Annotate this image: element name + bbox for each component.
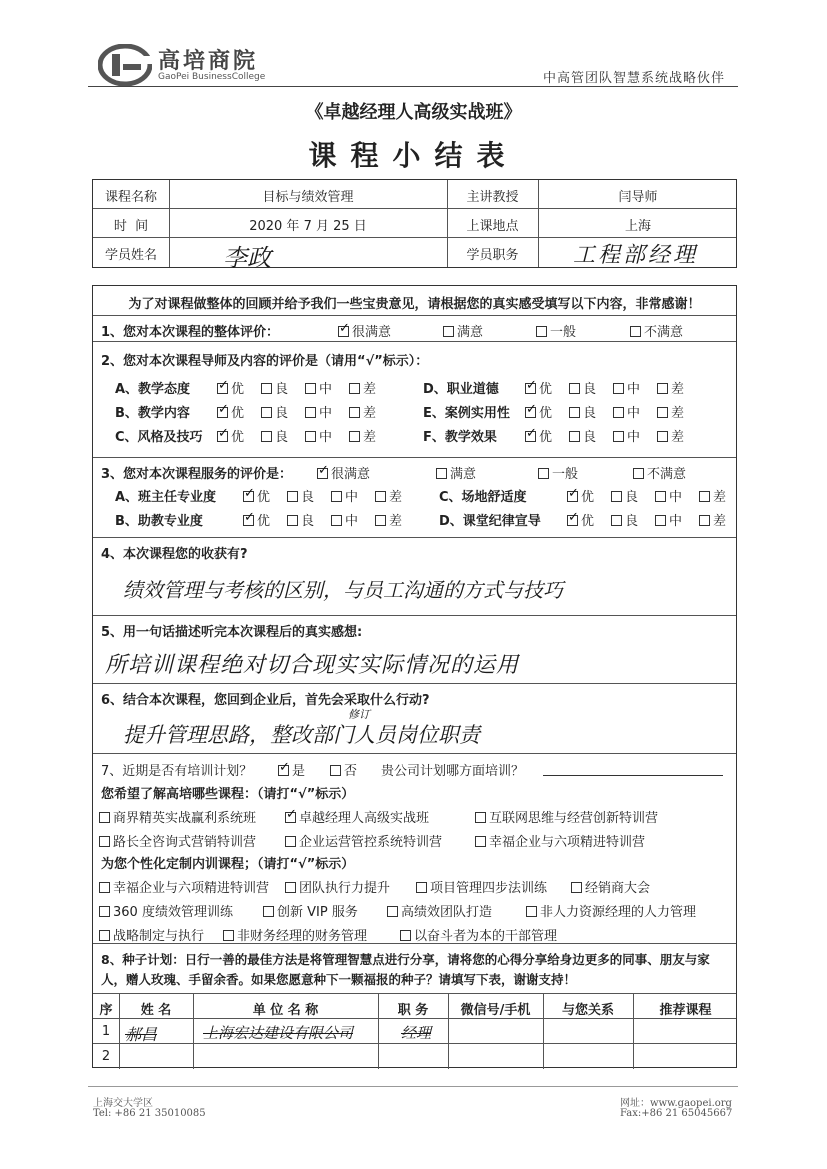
custom-course-option[interactable] bbox=[99, 877, 269, 896]
rating-option[interactable] bbox=[331, 486, 358, 505]
rating-option[interactable] bbox=[613, 426, 640, 445]
checked-checkbox-icon[interactable] bbox=[525, 431, 536, 442]
q7-follow-input[interactable] bbox=[543, 775, 723, 776]
checkbox-icon[interactable] bbox=[630, 326, 641, 337]
q7-label: 7、近期是否有培训计划？ bbox=[101, 764, 253, 779]
rating-item-label: D、职业道德 bbox=[423, 382, 499, 397]
checkbox-icon[interactable] bbox=[611, 515, 622, 526]
checked-checkbox-icon[interactable] bbox=[217, 431, 228, 442]
course-option[interactable] bbox=[285, 831, 442, 850]
checkbox-icon[interactable] bbox=[536, 326, 547, 337]
option-label: 优 bbox=[581, 490, 595, 505]
rating-option[interactable] bbox=[305, 378, 332, 397]
q6-label: 6、结合本次课程，您回到企业后，首先会采取什么行动? bbox=[101, 693, 430, 708]
q3-option-average[interactable] bbox=[538, 463, 578, 482]
rating-option[interactable] bbox=[611, 510, 638, 529]
option-label: 很满意 bbox=[352, 325, 392, 340]
q1-option-unsatisfied[interactable] bbox=[630, 321, 683, 340]
column-divider bbox=[119, 994, 120, 1069]
checkbox-icon[interactable] bbox=[538, 468, 549, 479]
checkbox-icon[interactable] bbox=[261, 407, 272, 418]
column-divider bbox=[633, 994, 634, 1069]
checkbox-icon[interactable] bbox=[699, 491, 710, 502]
rating-option[interactable] bbox=[375, 486, 402, 505]
checkbox-icon[interactable] bbox=[375, 515, 386, 526]
checkbox-icon[interactable] bbox=[305, 383, 316, 394]
rating-option[interactable] bbox=[525, 378, 552, 397]
option-label: 差 bbox=[671, 406, 685, 421]
logo-g-icon bbox=[98, 44, 152, 86]
option-label: 良 bbox=[301, 490, 315, 505]
referral-row-1-no: 1 bbox=[101, 1024, 111, 1039]
option-label: 项目管理四步法训练 bbox=[430, 881, 548, 896]
referral-row-1-name[interactable]: 郝昌 bbox=[125, 1025, 158, 1044]
checkbox-icon[interactable] bbox=[387, 906, 398, 917]
course-name-value: 目标与绩效管理 bbox=[262, 190, 354, 205]
course-series-title: 《卓越经理人高级实战班》 bbox=[305, 102, 522, 123]
option-label: 商界精英实战赢利系统班 bbox=[113, 811, 257, 826]
rating-option[interactable] bbox=[261, 378, 288, 397]
option-label: 优 bbox=[231, 430, 245, 445]
checkbox-icon[interactable] bbox=[261, 431, 272, 442]
option-label: 中 bbox=[669, 514, 683, 529]
referral-column-header: 职 务 bbox=[397, 1003, 429, 1018]
rating-option[interactable] bbox=[657, 426, 684, 445]
referral-column-header: 姓 名 bbox=[140, 1003, 172, 1018]
checkbox-icon[interactable] bbox=[287, 515, 298, 526]
option-label: 不满意 bbox=[644, 325, 684, 340]
rating-option[interactable] bbox=[349, 402, 376, 421]
rating-option[interactable] bbox=[613, 378, 640, 397]
location-label: 上课地点 bbox=[466, 219, 519, 234]
checkbox-icon[interactable] bbox=[261, 383, 272, 394]
option-label: 优 bbox=[539, 430, 553, 445]
option-label: 差 bbox=[363, 430, 377, 445]
checkbox-icon[interactable] bbox=[223, 930, 234, 941]
checkbox-icon[interactable] bbox=[611, 491, 622, 502]
checked-checkbox-icon[interactable] bbox=[567, 515, 578, 526]
rating-item-label: C、风格及技巧 bbox=[115, 430, 203, 445]
option-label: 幸福企业与六项精进特训营 bbox=[113, 881, 270, 896]
checked-checkbox-icon[interactable] bbox=[278, 765, 289, 776]
option-label: 优 bbox=[231, 406, 245, 421]
rating-option[interactable] bbox=[569, 378, 596, 397]
time-label: 时 间 bbox=[113, 219, 149, 234]
rating-option[interactable] bbox=[569, 426, 596, 445]
option-label: 中 bbox=[627, 406, 641, 421]
checkbox-icon[interactable] bbox=[699, 515, 710, 526]
option-label: 满意 bbox=[450, 467, 477, 482]
option-label: 良 bbox=[583, 430, 597, 445]
option-label: 差 bbox=[713, 490, 727, 505]
column-divider bbox=[543, 994, 544, 1069]
option-label: 差 bbox=[363, 406, 377, 421]
checked-checkbox-icon[interactable] bbox=[317, 468, 328, 479]
q5-label: 5、用一句话描述听完本次课程后的真实感想: bbox=[101, 625, 363, 640]
referral-row-2-no: 2 bbox=[101, 1049, 111, 1064]
checkbox-icon[interactable] bbox=[285, 882, 296, 893]
option-label: 一般 bbox=[552, 467, 579, 482]
option-label: 差 bbox=[671, 382, 685, 397]
option-label: 路长全咨询式营销特训营 bbox=[113, 835, 257, 850]
checkbox-icon[interactable] bbox=[475, 836, 486, 847]
option-label: 中 bbox=[319, 406, 333, 421]
checkbox-icon[interactable] bbox=[443, 326, 454, 337]
checkbox-icon[interactable] bbox=[569, 431, 580, 442]
rating-option[interactable] bbox=[287, 510, 314, 529]
rating-option[interactable] bbox=[525, 426, 552, 445]
checkbox-icon[interactable] bbox=[99, 930, 110, 941]
column-divider bbox=[378, 994, 379, 1069]
course-option[interactable] bbox=[475, 831, 645, 850]
option-label: 优 bbox=[231, 382, 245, 397]
referral-column-header: 与您关系 bbox=[561, 1003, 614, 1018]
referral-column-header: 序 bbox=[99, 1003, 113, 1018]
option-label: 幸福企业与六项精进特训营 bbox=[489, 835, 646, 850]
custom-course-option[interactable] bbox=[571, 877, 650, 896]
q7-courses-heading: 您希望了解高培哪些课程：（请打“√”标示） bbox=[101, 787, 355, 802]
q4-answer-handwritten[interactable]: 绩效管理与考核的区别，与员工沟通的方式与技巧 bbox=[123, 578, 563, 602]
option-label: 中 bbox=[319, 430, 333, 445]
option-label: 中 bbox=[627, 382, 641, 397]
referral-row-1-title[interactable]: 经理 bbox=[401, 1024, 432, 1042]
rating-item-label: D、课堂纪律宣导 bbox=[439, 514, 541, 529]
survey-form bbox=[92, 285, 737, 1068]
rating-option[interactable] bbox=[349, 426, 376, 445]
option-label: 良 bbox=[583, 406, 597, 421]
custom-course-option[interactable] bbox=[387, 901, 492, 920]
option-label: 差 bbox=[363, 382, 377, 397]
rating-item-label: A、教学态度 bbox=[115, 382, 191, 397]
checkbox-icon[interactable] bbox=[331, 515, 342, 526]
custom-course-option[interactable] bbox=[526, 901, 696, 920]
option-label: 卓越经理人高级实战班 bbox=[299, 811, 430, 826]
option-label: 差 bbox=[713, 514, 727, 529]
q3-option-very-satisfied[interactable] bbox=[317, 463, 370, 482]
option-label: 优 bbox=[257, 514, 271, 529]
q7-follow-question: 贵公司计划哪方面培训？ bbox=[381, 764, 525, 779]
checkbox-icon[interactable] bbox=[99, 906, 110, 917]
custom-course-option[interactable] bbox=[416, 877, 547, 896]
checkbox-icon[interactable] bbox=[655, 491, 666, 502]
referral-table bbox=[93, 994, 736, 1069]
student-label: 学员姓名 bbox=[104, 248, 157, 263]
footer-divider bbox=[88, 1086, 738, 1087]
checkbox-icon[interactable] bbox=[657, 383, 668, 394]
q6-note-handwritten: 修订 bbox=[348, 708, 370, 721]
option-label: 不满意 bbox=[647, 467, 687, 482]
custom-course-option[interactable] bbox=[99, 925, 204, 944]
custom-course-option[interactable] bbox=[285, 877, 390, 896]
column-divider bbox=[193, 994, 194, 1069]
checkbox-icon[interactable] bbox=[657, 431, 668, 442]
rating-option[interactable] bbox=[217, 402, 244, 421]
q2-label: 2、您对本次课程导师及内容的评价是（请用“√”标示）： bbox=[101, 354, 429, 369]
q5-answer-handwritten[interactable]: 所培训课程绝对切合现实实际情况的运用 bbox=[105, 653, 520, 678]
q6-answer-handwritten[interactable]: 提升管理思路，整改部门人员岗位职责 bbox=[123, 723, 480, 747]
rating-item-label: B、教学内容 bbox=[115, 406, 190, 421]
q1-option-average[interactable] bbox=[536, 321, 576, 340]
rating-option[interactable] bbox=[699, 510, 726, 529]
referral-row-1-unit[interactable]: 上海宏达建设有限公司 bbox=[203, 1024, 354, 1042]
checkbox-icon[interactable] bbox=[375, 491, 386, 502]
q8-label: 8、种子计划：日行一善的最佳方法是将管理智慧点进行分享，请将您的心得分享给身边更多的同事、朋友与家人，赠人玫瑰、手留余香。如果您愿意种下一颗福报的种子？请填写下表，谢谢支持！ bbox=[101, 952, 710, 987]
rating-option[interactable] bbox=[567, 486, 594, 505]
rating-item-label: E、案例实用性 bbox=[423, 406, 510, 421]
rating-item-label: A、班主任专业度 bbox=[115, 490, 217, 505]
rating-option[interactable] bbox=[287, 486, 314, 505]
lecturer-label: 主讲教授 bbox=[466, 190, 519, 205]
footer-address: 上海交大学区 bbox=[93, 1098, 153, 1109]
checkbox-icon[interactable] bbox=[633, 468, 644, 479]
checkbox-icon[interactable] bbox=[571, 882, 582, 893]
rating-option[interactable] bbox=[217, 378, 244, 397]
rating-option[interactable] bbox=[567, 510, 594, 529]
rating-option[interactable] bbox=[655, 510, 682, 529]
option-label: 中 bbox=[319, 382, 333, 397]
option-label: 否 bbox=[344, 764, 358, 779]
option-label: 差 bbox=[389, 490, 403, 505]
custom-course-option[interactable] bbox=[263, 901, 358, 920]
option-label: 良 bbox=[275, 406, 289, 421]
referral-column-header: 微信号/手机 bbox=[460, 1003, 531, 1018]
checkbox-icon[interactable] bbox=[613, 431, 624, 442]
checkbox-icon[interactable] bbox=[349, 383, 360, 394]
q1-option-very-satisfied[interactable] bbox=[338, 321, 391, 340]
rating-option[interactable] bbox=[657, 402, 684, 421]
custom-course-option[interactable] bbox=[400, 925, 557, 944]
course-option[interactable] bbox=[475, 807, 658, 826]
lecturer-value: 闫导师 bbox=[618, 190, 658, 205]
location-value: 上海 bbox=[624, 219, 651, 234]
checked-checkbox-icon[interactable] bbox=[243, 491, 254, 502]
checkbox-icon[interactable] bbox=[99, 882, 110, 893]
position-label: 学员职务 bbox=[466, 248, 519, 263]
logo-english-name: GaoPei BusinessCollege bbox=[158, 72, 266, 82]
q4-label: 4、本次课程您的收获有? bbox=[101, 547, 248, 562]
checkbox-icon[interactable] bbox=[331, 491, 342, 502]
q3-label: 3、您对本次课程服务的评价是： bbox=[101, 467, 293, 482]
q3-option-satisfied[interactable] bbox=[436, 463, 476, 482]
option-label: 优 bbox=[539, 406, 553, 421]
q7-custom-heading: 为您个性化定制内训课程；（请打“√”标示） bbox=[101, 857, 355, 872]
student-name-handwritten: 李政 bbox=[223, 244, 271, 272]
option-label: 良 bbox=[275, 382, 289, 397]
checkbox-icon[interactable] bbox=[99, 836, 110, 847]
option-label: 良 bbox=[625, 490, 639, 505]
option-label: 是 bbox=[292, 764, 306, 779]
option-label: 创新 VIP 服务 bbox=[277, 905, 358, 920]
form-title: 课程小结表 bbox=[308, 139, 519, 172]
q1-label: 1、您对本次课程的整体评价： bbox=[101, 325, 280, 340]
checkbox-icon[interactable] bbox=[655, 515, 666, 526]
option-label: 中 bbox=[345, 490, 359, 505]
checkbox-icon[interactable] bbox=[569, 407, 580, 418]
rating-option[interactable] bbox=[611, 486, 638, 505]
option-label: 优 bbox=[539, 382, 553, 397]
option-label: 非人力资源经理的人力管理 bbox=[540, 905, 697, 920]
position-handwritten: 工程部经理 bbox=[573, 243, 699, 268]
option-label: 360 度绩效管理训练 bbox=[113, 905, 233, 920]
option-label: 非财务经理的财务管理 bbox=[237, 929, 368, 944]
footer-fax: Fax:+86 21 65045667 bbox=[620, 1108, 733, 1119]
course-option[interactable] bbox=[99, 831, 256, 850]
referral-column-header: 单 位 名 称 bbox=[252, 1003, 319, 1018]
rating-option[interactable] bbox=[261, 426, 288, 445]
option-label: 满意 bbox=[457, 325, 484, 340]
rating-option[interactable] bbox=[331, 510, 358, 529]
option-label: 优 bbox=[581, 514, 595, 529]
checked-checkbox-icon[interactable] bbox=[525, 407, 536, 418]
rating-option[interactable] bbox=[655, 486, 682, 505]
option-label: 良 bbox=[275, 430, 289, 445]
logo-chinese-name: 高培商院 bbox=[158, 49, 259, 74]
checked-checkbox-icon[interactable] bbox=[338, 326, 349, 337]
checkbox-icon[interactable] bbox=[287, 491, 298, 502]
custom-course-option[interactable] bbox=[99, 901, 233, 920]
q3-option-unsatisfied[interactable] bbox=[633, 463, 686, 482]
checkbox-icon[interactable] bbox=[349, 431, 360, 442]
option-label: 很满意 bbox=[331, 467, 371, 482]
rating-option[interactable] bbox=[525, 402, 552, 421]
option-label: 企业运营管控系统特训营 bbox=[299, 835, 443, 850]
tagline: 中高管团队智慧系统战略伙伴 bbox=[543, 71, 726, 86]
rating-option[interactable] bbox=[613, 402, 640, 421]
rating-option[interactable] bbox=[305, 402, 332, 421]
q7-option-no[interactable] bbox=[330, 760, 357, 779]
option-label: 中 bbox=[345, 514, 359, 529]
rating-option[interactable] bbox=[261, 402, 288, 421]
option-label: 差 bbox=[389, 514, 403, 529]
checkbox-icon[interactable] bbox=[416, 882, 427, 893]
rating-option[interactable] bbox=[243, 486, 270, 505]
checked-checkbox-icon[interactable] bbox=[217, 407, 228, 418]
rating-option[interactable] bbox=[569, 402, 596, 421]
footer-website[interactable]: 网址：www.gaopei.org bbox=[620, 1098, 732, 1109]
q7-option-yes[interactable] bbox=[278, 760, 305, 779]
checkbox-icon[interactable] bbox=[305, 407, 316, 418]
checkbox-icon[interactable] bbox=[569, 383, 580, 394]
option-label: 经销商大会 bbox=[585, 881, 651, 896]
referral-column-header: 推荐课程 bbox=[659, 1003, 712, 1018]
checkbox-icon[interactable] bbox=[285, 836, 296, 847]
option-label: 中 bbox=[627, 430, 641, 445]
intro-text: 为了对课程做整体的回顾并给予我们一些宝贵意见，请根据您的真实感受填写以下内容，非常感谢！ bbox=[128, 297, 701, 312]
rating-option[interactable] bbox=[243, 510, 270, 529]
checkbox-icon[interactable] bbox=[526, 906, 537, 917]
info-table bbox=[92, 179, 737, 272]
checked-checkbox-icon[interactable] bbox=[217, 383, 228, 394]
q1-option-satisfied[interactable] bbox=[443, 321, 483, 340]
option-label: 中 bbox=[669, 490, 683, 505]
rating-item-label: F、教学效果 bbox=[423, 430, 497, 445]
checkbox-icon[interactable] bbox=[400, 930, 411, 941]
rating-option[interactable] bbox=[375, 510, 402, 529]
checkbox-icon[interactable] bbox=[330, 765, 341, 776]
checkbox-icon[interactable] bbox=[436, 468, 447, 479]
custom-course-option[interactable] bbox=[223, 925, 367, 944]
checked-checkbox-icon[interactable] bbox=[525, 383, 536, 394]
checkbox-icon[interactable] bbox=[99, 812, 110, 823]
checkbox-icon[interactable] bbox=[613, 407, 624, 418]
checkbox-icon[interactable] bbox=[349, 407, 360, 418]
option-label: 以奋斗者为本的干部管理 bbox=[414, 929, 558, 944]
option-label: 优 bbox=[257, 490, 271, 505]
option-label: 良 bbox=[583, 382, 597, 397]
checkbox-icon[interactable] bbox=[263, 906, 274, 917]
option-label: 良 bbox=[301, 514, 315, 529]
rating-option[interactable] bbox=[657, 378, 684, 397]
time-value: 2020 年 7 月 25 日 bbox=[249, 219, 367, 234]
checked-checkbox-icon[interactable] bbox=[285, 812, 296, 823]
rating-option[interactable] bbox=[699, 486, 726, 505]
rating-option[interactable] bbox=[305, 426, 332, 445]
checked-checkbox-icon[interactable] bbox=[567, 491, 578, 502]
checkbox-icon[interactable] bbox=[613, 383, 624, 394]
option-label: 战略制定与执行 bbox=[113, 929, 205, 944]
checkbox-icon[interactable] bbox=[305, 431, 316, 442]
checkbox-icon[interactable] bbox=[657, 407, 668, 418]
option-label: 一般 bbox=[550, 325, 577, 340]
course-name-label: 课程名称 bbox=[104, 190, 157, 205]
course-option[interactable] bbox=[99, 807, 256, 826]
option-label: 高绩效团队打造 bbox=[401, 905, 493, 920]
rating-option[interactable] bbox=[217, 426, 244, 445]
option-label: 良 bbox=[625, 514, 639, 529]
column-divider bbox=[448, 994, 449, 1069]
rating-item-label: B、助教专业度 bbox=[115, 514, 203, 529]
checked-checkbox-icon[interactable] bbox=[243, 515, 254, 526]
footer-tel: Tel: +86 21 35010085 bbox=[93, 1108, 206, 1119]
course-option[interactable] bbox=[285, 807, 429, 826]
option-label: 互联网思维与经营创新特训营 bbox=[489, 811, 659, 826]
option-label: 差 bbox=[671, 430, 685, 445]
header-divider bbox=[88, 86, 738, 87]
rating-item-label: C、场地舒适度 bbox=[439, 490, 527, 505]
option-label: 团队执行力提升 bbox=[299, 881, 391, 896]
checkbox-icon[interactable] bbox=[475, 812, 486, 823]
rating-option[interactable] bbox=[349, 378, 376, 397]
